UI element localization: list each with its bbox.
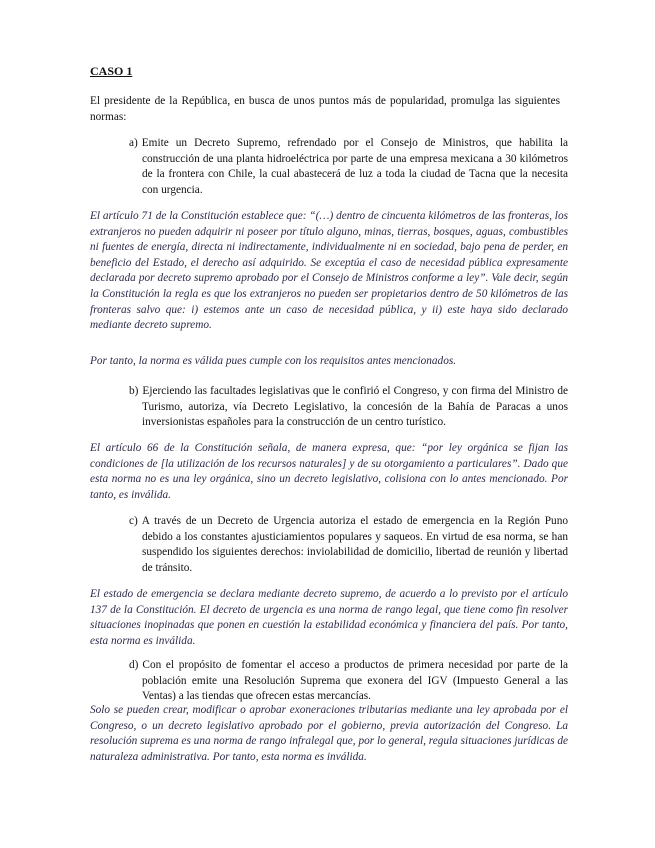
item-d-text: Con el propósito de fomentar el acceso a productos de primera necesidad por parte de la población emite una Resolución Suprema que exonera del IGV (Impuesto General a las Ventas) a las tiendas que ofrecen estas mercancías. [142, 659, 568, 703]
item-b [129, 384, 568, 431]
item-b-label: b) [129, 385, 139, 397]
item-a-text: Emite un Decreto Supremo, refrendado por el Consejo de Ministros, que habilita la construcción de una planta hidroeléctrica por parte de una empresa mexicana a 30 kilómetros de la frontera con Chile, la cual abastecerá de luz a toda la ciudad de Tacna que la necesita con urgencia. [141, 137, 568, 196]
item-a [129, 136, 568, 198]
item-a-label: a) [129, 137, 138, 149]
answer-c: El estado de emergencia se declara mediante decreto supremo, de acuerdo a lo previsto por el artículo 137 de la Constitución. El decreto de urgencia es una norma de rango legal, que tiene como fin resolver situaciones inopinadas que ponen en cuestión la estabilidad económica y financiera del país. Por tanto, esta norma es inválida. [90, 588, 568, 647]
item-c-text: A través de un Decreto de Urgencia autoriza el estado de emergencia en la Región Puno debido a los constantes ajusticiamientos populares y saqueos. En virtud de esa norma, se han suspendido los siguientes derechos: inviolabilidad de domicilio, libertad de reunión y libertad de tránsito. [141, 515, 568, 574]
answer-a-1: El artículo 71 de la Constitución establece que: “(…) dentro de cincuenta kilómetros de las fronteras, los extranjeros no pueden adquirir ni poseer por título alguno, minas, tierras, bosques, aguas, combustibles ni fuentes de energía, directa ni indirectamente, individualmente ni en sociedad, bajo pena de perder, en beneficio del Estado, el derecho así adquirido. Se exceptúa el caso de necesidad pública expresamente declarada por decreto supremo aprobado por el Consejo de Ministros conforme a ley”. Vale decir, según la Constitución la regla es que los extranjeros no pueden ser propietarios dentro de 50 kilómetros de las fronteras salvo que: i) estemos ante un caso de necesidad pública, y ii) este haya sido declarado mediante decreto supremo. [90, 210, 568, 332]
answer-d: Solo se pueden crear, modificar o aprobar exoneraciones tributarias mediante una ley aprobada por el Congreso, o un decreto legislativo aprobado por el gobierno, previa autorización del Congreso. La resolución suprema es una norma de rango infralegal que, por lo general, regula situaciones jurídicas de naturaleza administrativa. Por tanto, esta norma es inválida. [90, 704, 568, 763]
item-d [129, 658, 568, 705]
item-c-label: c) [129, 515, 138, 527]
item-c [129, 514, 568, 576]
item-b-text: Ejerciendo las facultades legislativas que le confirió el Congreso, y con firma del Ministro de Turismo, autoriza, vía Decreto Legislativo, la concesión de la Bahía de Paracas a unos inversionistas españoles para la construcción de un centro turístico. [142, 385, 568, 429]
answer-b: El artículo 66 de la Constitución señala, de manera expresa, que: “por ley orgánica se fijan las condiciones de [la utilización de los recursos naturales] y de su otorgamiento a particulares”. Dado que esta norma no es una ley orgánica, sino un decreto legislativo, colisiona con lo antes mencionado. Por tanto, es inválida. [90, 442, 568, 501]
document-title: CASO 1 [90, 64, 133, 78]
item-d-label: d) [129, 659, 139, 671]
intro-paragraph: El presidente de la República, en busca de unos puntos más de popularidad, promulga las siguientes normas: [90, 95, 560, 123]
answer-a-2: Por tanto, la norma es válida pues cumple con los requisitos antes mencionados. [90, 355, 457, 367]
